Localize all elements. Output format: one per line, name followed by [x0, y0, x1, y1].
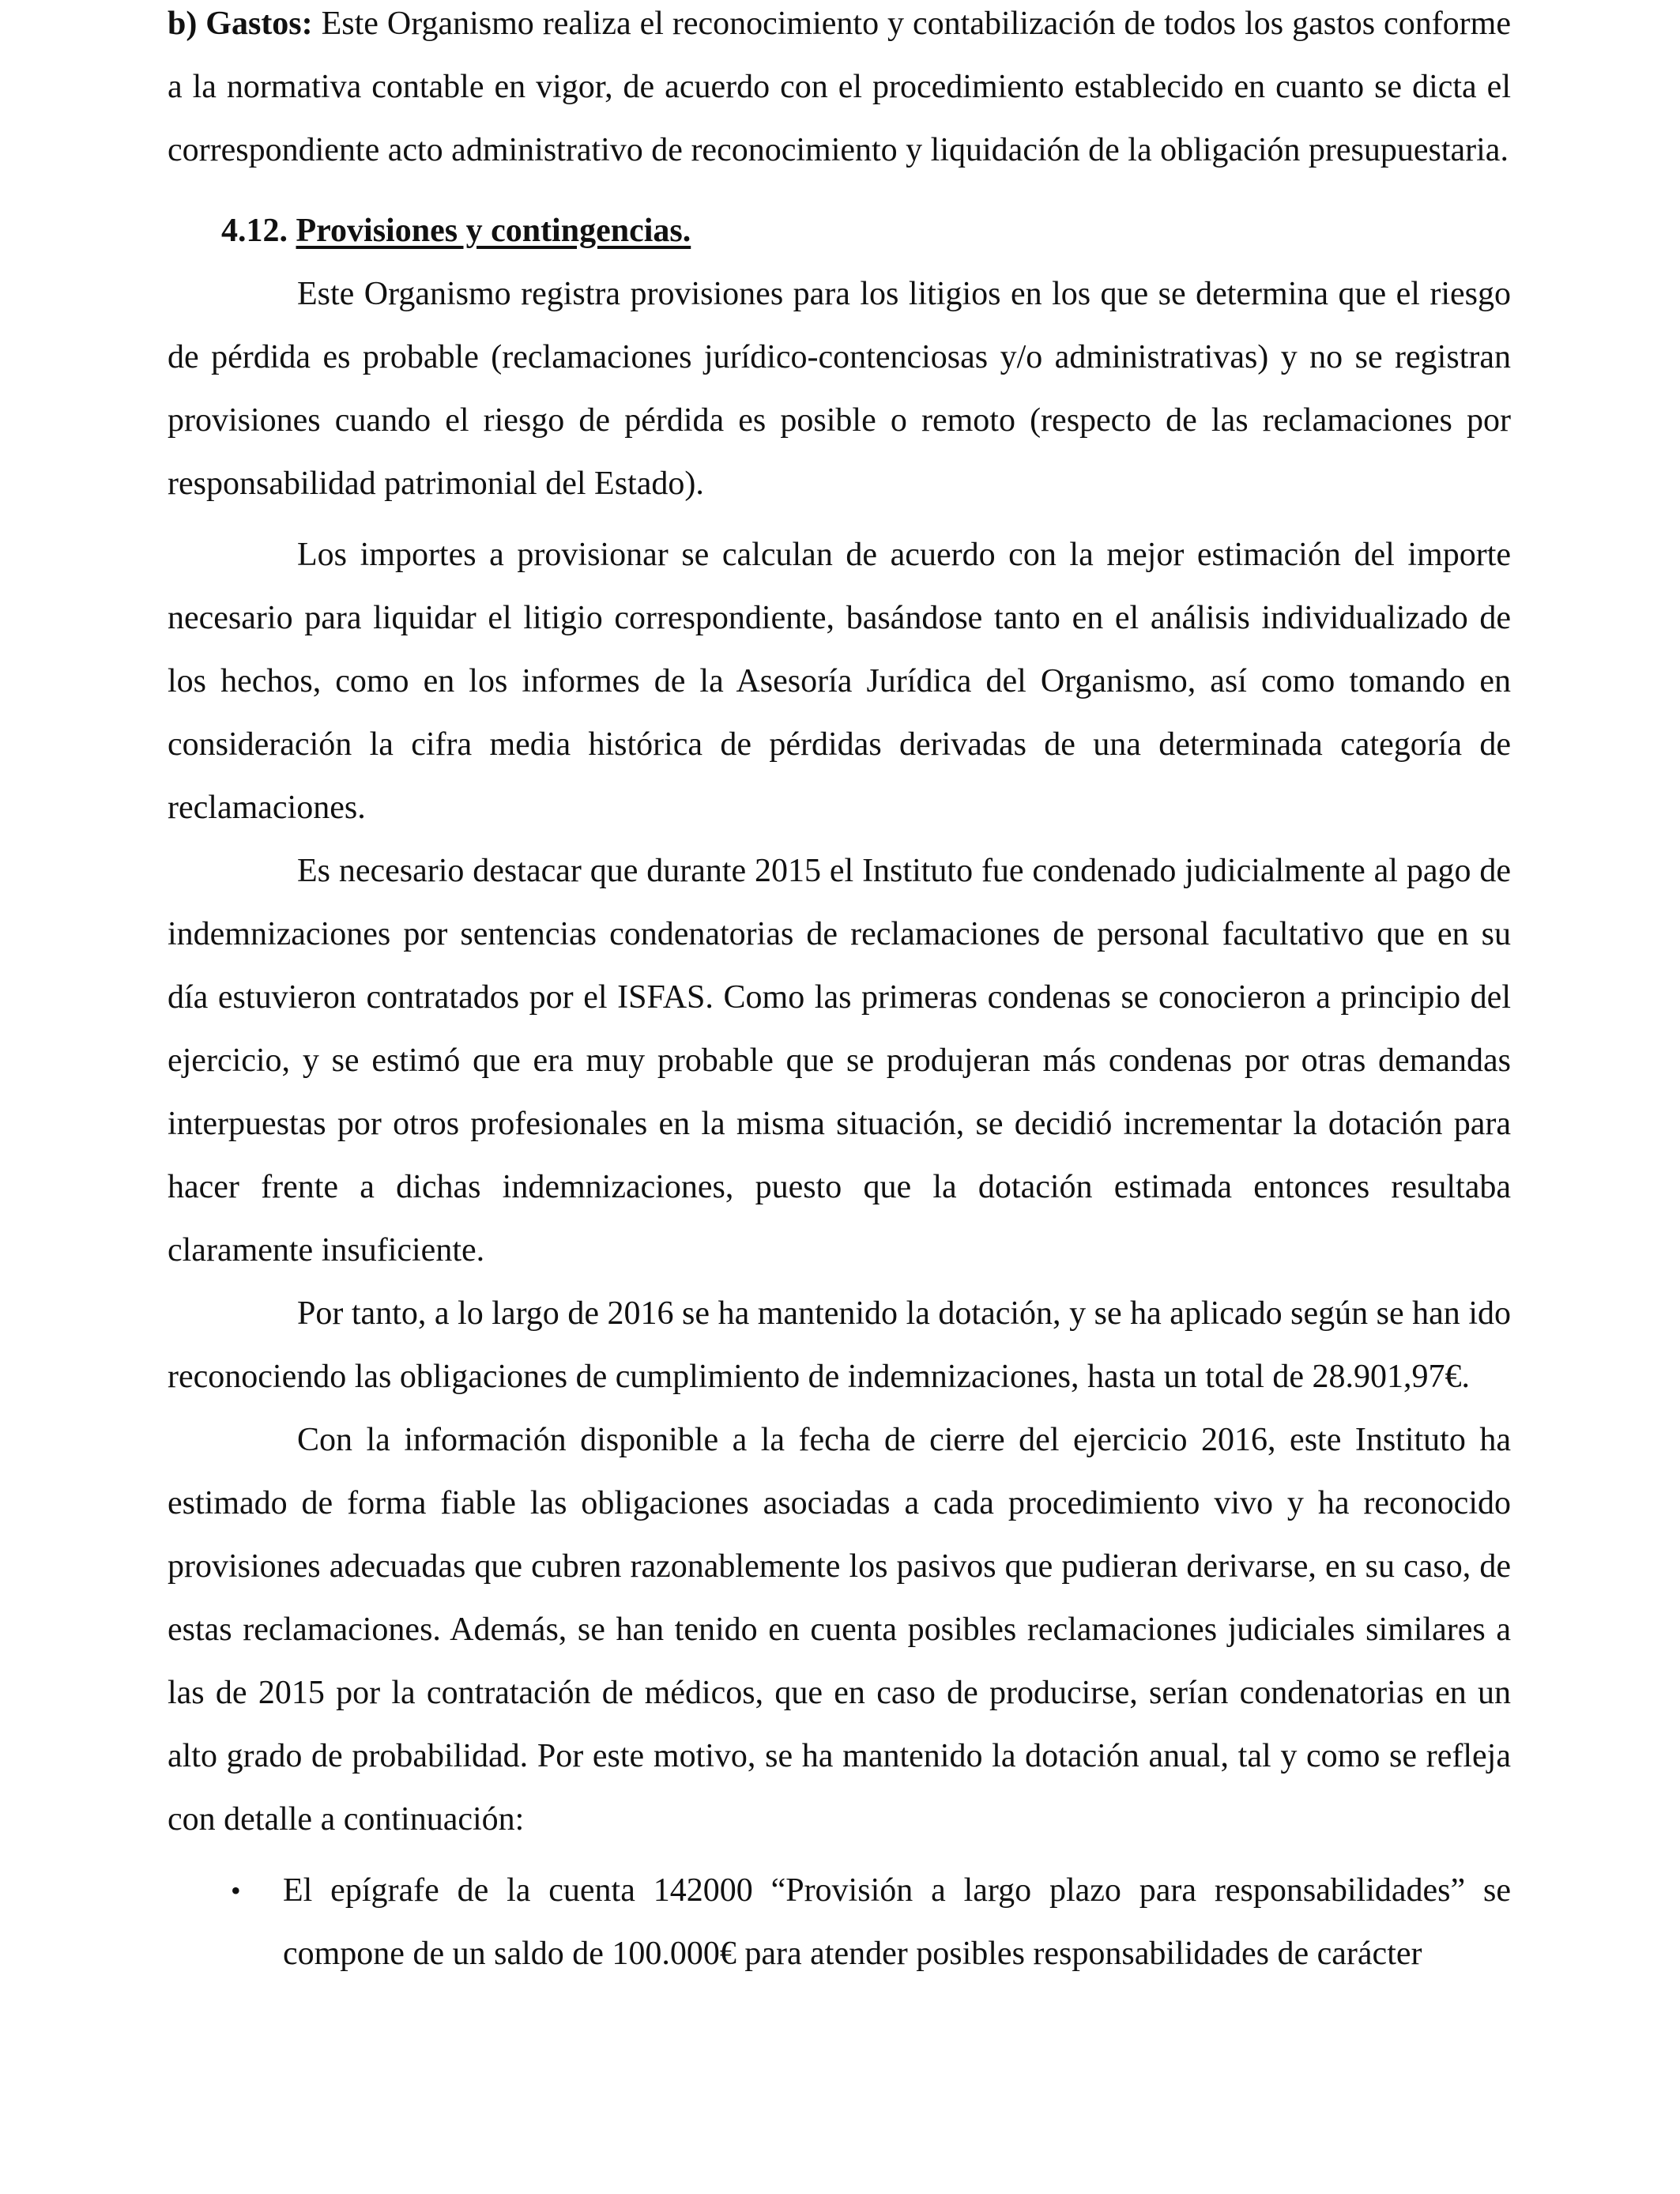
paragraph-provisiones: Este Organismo registra provisiones para los litigios en los que se determina que el riesgo de pérdida es probable (reclamaciones jurídico-contenciosas y/o administrativas) y no se registran provisiones cuando el riesgo de pérdida es posible o remoto (respecto de las reclamaciones por responsabilidad patrimonial del Estado). [168, 276, 1511, 502]
section-number: 4.12. [221, 213, 288, 249]
paragraph-destacar: Es necesario destacar que durante 2015 el Instituto fue condenado judicialmente al pago de indemnizaciones por sentencias condenatorias de reclamaciones de personal facultativo que en su día estuvieron contratados por el ISFAS. Como las primeras condenas se conocieron a principio del ejercicio, y se estimó que era muy probable que se produjeran más condenas por otras demandas interpuestas por otros profesionales en la misma situación, se decidió incrementar la dotación para hacer frente a dichas indemnizaciones, puesto que la dotación estimada entonces resultaba claramente insuficiente. [168, 853, 1511, 1269]
bullet-item [168, 1859, 1511, 1985]
bullet-text: El epígrafe de la cuenta 142000 “Provisión a largo plazo para responsabilidades” se compone de un saldo de 100.000€ para atender posibles responsabilidades de carácter [283, 1872, 1511, 1972]
section-title: Provisiones y contingencias. [296, 213, 691, 249]
gastos-paragraph [168, 0, 1511, 182]
bullet-list [168, 1859, 1511, 1985]
section-heading [168, 199, 1511, 262]
gastos-label: b) Gastos: [168, 6, 313, 42]
paragraph-importes: Los importes a provisionar se calculan de acuerdo con la mejor estimación del importe necesario para liquidar el litigio correspondiente, basándose tanto en el análisis individualizado de los hechos, como en los informes de la Asesoría Jurídica del Organismo, así como tomando en consideración la cifra media histórica de pérdidas derivadas de una determinada categoría de reclamaciones. [168, 537, 1511, 826]
document-page [168, 0, 1511, 1985]
gastos-text: Este Organismo realiza el reconocimiento y contabilización de todos los gastos conforme a la normativa contable en vigor, de acuerdo con el procedimiento establecido en cuanto se dicta el correspondiente acto administrativo de reconocimiento y liquidación de la obligación presupuestaria. [168, 6, 1511, 168]
bullet-icon: • [231, 1875, 241, 1906]
paragraph-informacion: Con la información disponible a la fecha de cierre del ejercicio 2016, este Instituto ha estimado de forma fiable las obligaciones asociadas a cada procedimiento vivo y ha reconocido provisiones adecuadas que cubren razonablemente los pasivos que pudieran derivarse, en su caso, de estas reclamaciones. Además, se han tenido en cuenta posibles reclamaciones judiciales similares a las de 2015 por la contratación de médicos, que en caso de producirse, serían condenatorias en un alto grado de probabilidad. Por este motivo, se ha mantenido la dotación anual, tal y como se refleja con detalle a continuación: [168, 1422, 1511, 1838]
paragraph-por-tanto: Por tanto, a lo largo de 2016 se ha mantenido la dotación, y se ha aplicado según se han ido reconociendo las obligaciones de cumplimiento de indemnizaciones, hasta un total de 28.901,97€. [168, 1295, 1511, 1395]
